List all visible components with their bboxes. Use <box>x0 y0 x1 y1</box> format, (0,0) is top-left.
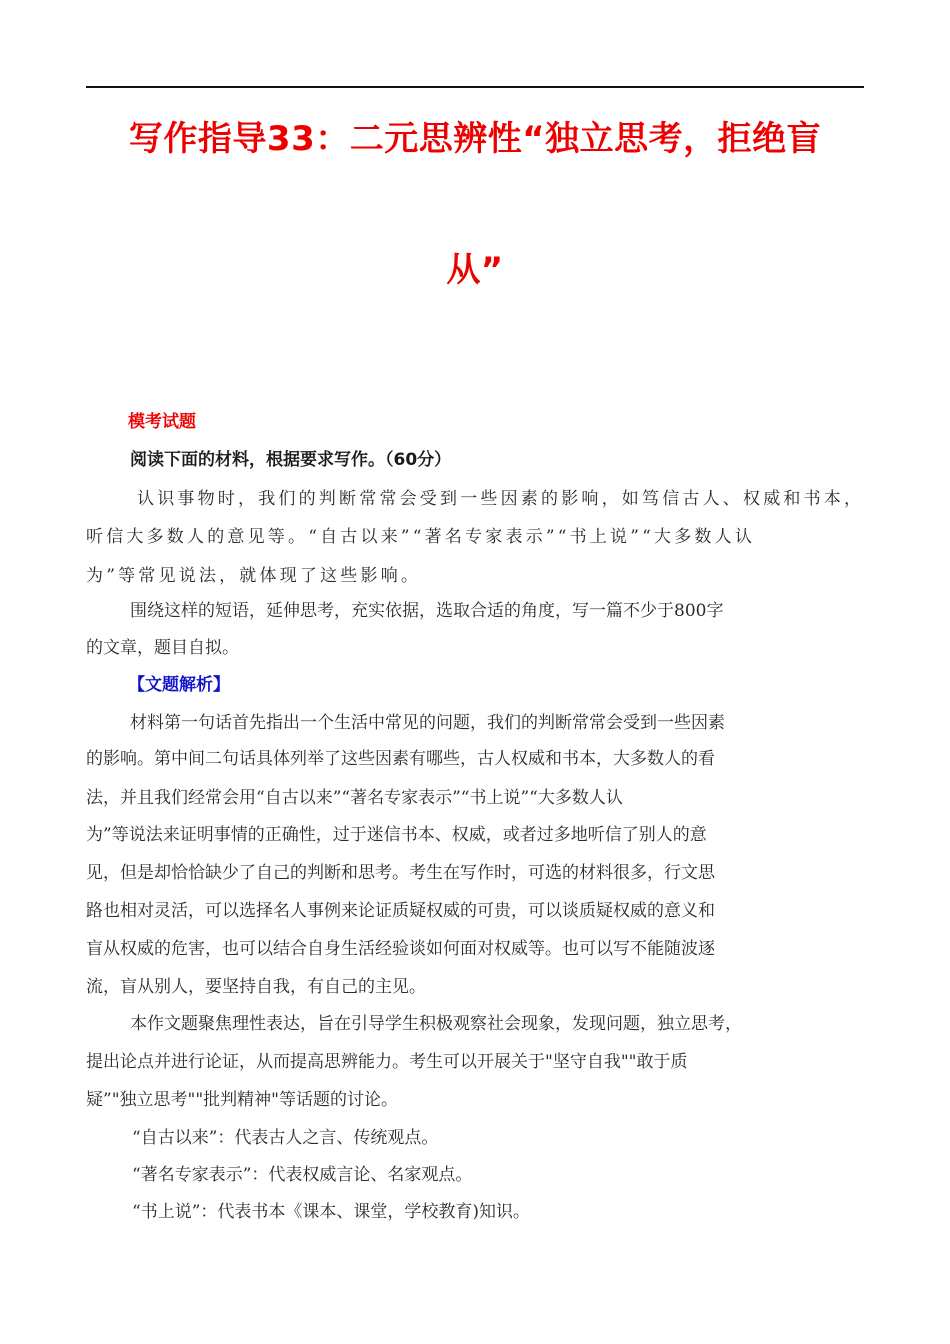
requirement-line: 的文章，题目自拟。 <box>86 638 239 658</box>
analysis-line: 的影响。第中间二句话具体列举了这些因素有哪些，古人权威和书本，大多数人的看 <box>86 749 715 769</box>
document-title-line-2: 从” <box>446 250 504 290</box>
analysis-line: 流，盲从别人，要坚持自我，有自己的主见。 <box>86 977 426 997</box>
analysis-line: 本作文题聚焦理性表达，旨在引导学生积极观察社会现象，发现问题，独立思考， <box>130 1014 742 1034</box>
analysis-line: 见，但是却恰恰缺少了自己的判断和思考。考生在写作时，可选的材料很多，行文思 <box>86 863 715 883</box>
analysis-line: 提出论点并进行论证，从而提高思辨能力。考生可以开展关于"坚守自我""敢于质 <box>86 1052 688 1072</box>
section-heading-analysis: 【文题解析】 <box>128 675 230 695</box>
material-line: 听信大多数人的意见等。“自古以来”“著名专家表示”“书上说”“大多数人认 <box>86 527 756 547</box>
document-title-line-1: 写作指导33：二元思辨性“独立思考，拒绝盲 <box>128 119 822 159</box>
phrase-item: “著名专家表示”：代表权威言论、名家观点。 <box>132 1165 473 1185</box>
section-heading-exam: 模考试题 <box>128 412 196 432</box>
material-line: 为”等常见说法，就体现了这些影响。 <box>86 566 422 586</box>
phrase-item: “书上说”：代表书本《课本、课堂，学校教育)知识。 <box>132 1202 531 1222</box>
analysis-line: 法，并且我们经常会用“自古以来”“著名专家表示”“书上说”“大多数人认 <box>86 788 623 808</box>
analysis-line: 材料第一句话首先指出一个生活中常见的问题，我们的判断常常会受到一些因素 <box>130 713 725 733</box>
header-rule <box>86 86 864 88</box>
analysis-line: 为”等说法来证明事情的正确性，过于迷信书本、权威，或者过多地听信了别人的意 <box>86 825 707 845</box>
material-line: 认识事物时，我们的判断常常会受到一些因素的影响，如笃信古人、权威和书本， <box>137 489 865 509</box>
analysis-line: 疑”"独立思考""批判精神"等话题的讨论。 <box>86 1090 398 1110</box>
requirement-line: 围绕这样的短语，延伸思考，充实依据，选取合适的角度，写一篇不少于800字 <box>130 601 724 621</box>
analysis-line: 盲从权威的危害，也可以结合自身生活经验谈如何面对权威等。也可以写不能随波逐 <box>86 939 715 959</box>
exam-instruction: 阅读下面的材料，根据要求写作。（60分） <box>130 450 452 470</box>
analysis-line: 路也相对灵活，可以选择名人事例来论证质疑权威的可贵，可以谈质疑权威的意义和 <box>86 901 715 921</box>
phrase-item: “自古以来”：代表古人之言、传统观点。 <box>132 1128 439 1148</box>
